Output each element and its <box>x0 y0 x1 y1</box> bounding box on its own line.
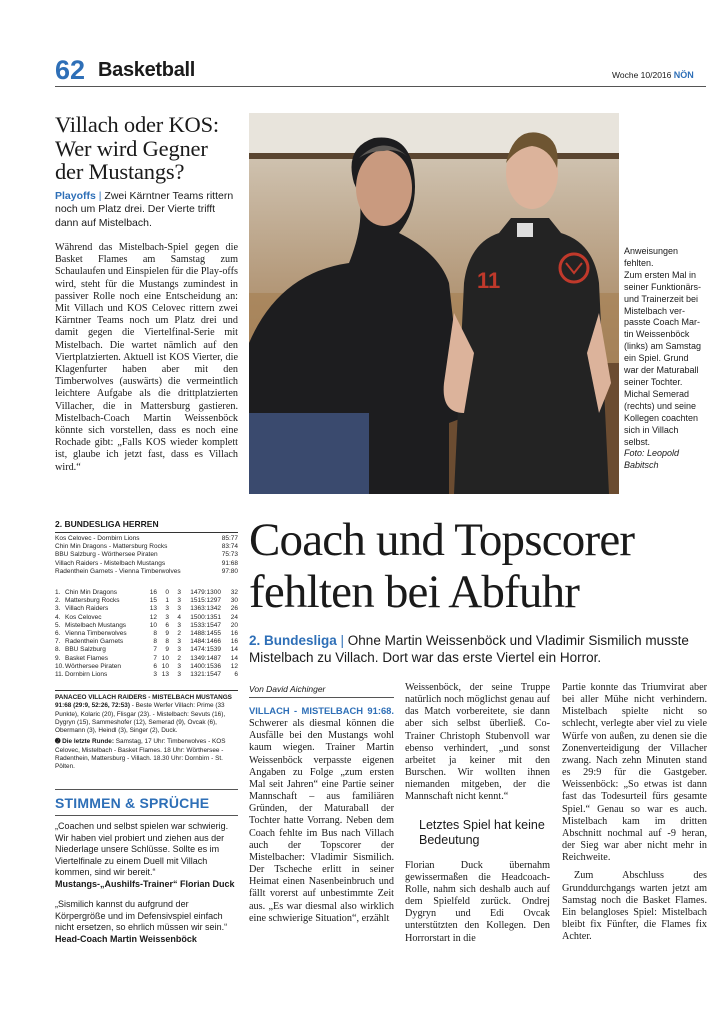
quote-2: „Sismilich kannst du aufgrund der Körpergröße und im Defensivspiel einfach nicht ersetzen, so ehrlich müssen wir sein.“ <box>55 899 228 932</box>
league-title: 2. BUNDESLIGA HERREN <box>55 519 159 529</box>
team: Dornbirn Lions <box>65 671 108 679</box>
jersey-brand <box>517 223 533 237</box>
quote-1: „Coachen und selbst spielen war schwierig. Wir haben viel probiert und ziehen aus der Niederlage unsere Schlüsse. Sollte es im Viertelfinale zu einem Duell mit Villach kommen, sind wir bereit.“ <box>55 821 229 877</box>
losses: 10 <box>161 654 169 662</box>
losses: 0 <box>165 589 169 596</box>
caption-line: Anweisungen <box>624 246 679 256</box>
main-intro-text: Ohne Martin Weissenböck und Vladimir Sismilich musste Mistelbach zu Villach. Dort war das erste Viertel ein Horror. <box>249 633 689 665</box>
points-diff: 1321:1547 <box>190 671 221 679</box>
page-number: 62 <box>55 55 86 85</box>
losses: 3 <box>165 613 169 621</box>
caption-line: Zum ersten Mal in <box>624 269 697 280</box>
quote-1-author: Mustangs-„Aushilfs-Trainer“ Florian Duck <box>55 878 235 889</box>
top-intro-text: Zwei Kärntner Teams rittern noch um Platz drei. Der Vierte trifft dann auf Mistelbach. <box>55 189 234 229</box>
rank: 6. <box>55 630 61 638</box>
standings-row <box>55 589 238 597</box>
main-headline-line-1: Coach und Topscorer <box>249 514 635 566</box>
standings-row <box>55 671 238 679</box>
table-points: 16 <box>230 638 238 646</box>
main-headline <box>249 514 719 618</box>
caption-line: passte Coach Mar- <box>624 317 701 328</box>
byline-rule <box>249 697 394 698</box>
result-match: BBU Salzburg - Wörthersee Piraten <box>55 551 158 559</box>
standings-row <box>55 630 238 638</box>
table-points: 14 <box>230 654 238 662</box>
top-intro <box>55 190 238 231</box>
wins: 8 <box>153 630 157 638</box>
table-points: 24 <box>230 613 238 621</box>
article-column-2 <box>405 682 550 945</box>
standings-row <box>55 614 238 622</box>
coach-head <box>356 150 412 226</box>
table-points: 16 <box>230 630 238 638</box>
caption-line: Michal Semerad <box>624 388 690 399</box>
losses: 3 <box>165 605 169 613</box>
wins: 12 <box>149 613 157 621</box>
points-diff: 1400:1536 <box>190 662 221 670</box>
games-left: 4 <box>177 613 181 621</box>
dateline: VILLACH - MISTELBACH 91:68. <box>249 705 394 716</box>
games-left: 2 <box>177 630 181 638</box>
result-match: Kos Celovec - Dornbirn Lions <box>55 535 140 542</box>
column-1-body: Schwerer als diesmal können die Ausfälle bei den Mustangs wohl kaum wiegen. Trainer Martin Weissenböck verpasste eigenen Angaben zu Folge „zum ersten Mal seit Jahren“ eine Partie seiner Mannschaft – aus familiären Gründen, der Maturaball der Tochter hatte Vorrang. Neben dem Coach fehlte im Bus nach Villach auch der Topscorer der Mistelbacher: Vladimir Sismilich. Der Tscheche erlitt in seiner Heimat einen Nasenbeinbruch und fällt vorerst auf unbestimmte Zeit aus. „Es war diesmal also wirklich eine schwierige Situation“, erzählt <box>249 718 394 924</box>
result-score: 97:80 <box>221 567 238 575</box>
standings-row <box>55 655 238 663</box>
caption-line: fehlten. <box>624 257 654 268</box>
points-diff: 1474:1539 <box>190 646 221 654</box>
games-left: 3 <box>177 605 181 613</box>
top-kicker: Playoffs <box>55 189 96 202</box>
result-match: Villach Raiders - Mistelbach Mustangs <box>55 559 166 567</box>
rank: 4. <box>55 613 61 621</box>
box-text: - Beste Werfer Villach: Prime (33 Punkte), Kolaric (20), Flisgar (23). - Mistelbach: Sevuts (16), Dygryn (15), Sammeshofer (12), Semerad (9), Ovcak (6), Obermann (3), Heindl (3), Singer (2), Duck. <box>55 702 226 735</box>
points-diff: 1363:1342 <box>190 605 221 613</box>
result-row <box>55 568 238 576</box>
wins: 15 <box>149 597 157 605</box>
losses: 6 <box>165 621 169 629</box>
result-score: 83:74 <box>221 543 238 551</box>
table-points: 32 <box>230 589 238 596</box>
result-score: 91:68 <box>221 559 238 567</box>
photo-illustration <box>249 113 619 494</box>
wins: 7 <box>153 654 157 662</box>
photo-caption <box>624 246 714 472</box>
caption-line: seiner Funktionärs- <box>624 281 702 292</box>
table-points: 6 <box>234 671 238 679</box>
box-quarters: 91:68 (29:9, 52:26, 72:53) <box>55 702 130 710</box>
rank: 7. <box>55 638 61 646</box>
caption-line: selbst. <box>624 436 651 447</box>
caption-line: und Trainerzeit bei <box>624 293 699 304</box>
wins: 3 <box>153 671 157 679</box>
wins: 8 <box>153 638 157 646</box>
caption-line: Kollegen coachten <box>624 412 699 423</box>
top-body: Während das Mistelbach-Spiel gegen die Basket Flames am Samstag zum Schaulaufen und Einspielen für die Play-offs wird, steht für die Mustangs zumindest in passiver Rolle noch eine Entscheidung an: Mit Villach und KOS Celovec rittern zwei Kärntner Teams noch um Platz drei und damit gegen die Viertelfinal-Serie mit Mistelbach. Die wartet nämlich auf den Viertplatzierten. Aktuell ist KOS Vierter, die Klagenfurter haben aber mit den Timberwolves (auswärts) die vermeintlich leichtere Aufgabe als die drittplatzierten Villacher, die in Mattersburg gastieren. Mistelbach-Coach Martin Weissenböck könnte sich vorstellen, dass es noch eine Rochade gibt: „Falls KOS wieder komplett ist, glaube ich jetzt fast, dass es Villach wird.“ <box>55 242 238 473</box>
rank: 10. <box>55 662 65 670</box>
games-left: 2 <box>177 654 181 662</box>
points-diff: 1515:1297 <box>190 597 221 605</box>
table-points: 14 <box>230 646 238 654</box>
team: Basket Flames <box>65 654 108 662</box>
brand-logo: NÖN <box>673 70 694 80</box>
points-diff: 1533:1547 <box>190 621 221 629</box>
top-article <box>55 113 238 474</box>
results-list <box>55 535 238 576</box>
header-rule <box>55 86 706 87</box>
result-row <box>55 543 238 551</box>
games-left: 3 <box>177 662 181 670</box>
losses: 9 <box>165 630 169 638</box>
caption-line: seiner Tochter. <box>624 376 683 387</box>
subheadline: Letztes Spiel hat keine Bedeutung <box>419 817 545 847</box>
info-icon: ➋ <box>55 738 63 746</box>
losses: 9 <box>165 646 169 654</box>
column-3-text: Partie konnte das Triumvirat aber bei aller Mühe nicht verhindern. Mistelbach spielte nicht so schlecht, verlegte aber viel zu viele Würfe von außen, zu denen sie die Zonenverteidigung der Villacher zwang. Nach zehn Minuten stand es 29:9 für die Gastgeber. Weissenböck: „So etwas ist dann fast das Todesurteil fürs gesamte Spiel.“ Genau so war es auch. Mistelbach kam im dritten Abschnitt nochmal auf -9 heran, der Sieg war aber nicht mehr in Reichweite. <box>562 682 707 864</box>
column-2-text-b: Florian Duck übernahm gewissermaßen die Headcoach-Rolle, nahm sich deshalb auch auf dem Spielfeld zurück. Ondrej Dygryn und Edi Ovcak unterstützten den Kollegen. Den Horrorstart in die <box>405 859 550 944</box>
result-row <box>55 551 238 559</box>
standings-row <box>55 597 238 605</box>
caption-line: sich in Villach <box>624 424 679 435</box>
team: Chin Min Dragons <box>65 589 118 596</box>
standings-row <box>55 622 238 630</box>
next-round <box>55 738 238 771</box>
caption-line: (rechts) und seine <box>624 400 697 411</box>
standings-table <box>55 589 238 679</box>
wins: 13 <box>149 605 157 613</box>
box-score <box>55 694 238 772</box>
points-diff: 1479:1300 <box>190 589 221 596</box>
games-left: 3 <box>177 638 181 646</box>
team: Mattersburg Rocks <box>65 597 120 605</box>
wins: 7 <box>153 646 157 654</box>
quotes-rule-top <box>55 789 238 790</box>
quote-2-author: Head-Coach Martin Weissenböck <box>55 933 197 944</box>
rank: 8. <box>55 646 61 654</box>
standings-row <box>55 605 238 613</box>
rank: 9. <box>55 654 61 662</box>
caption-line: war der Maturaball <box>624 365 699 376</box>
jersey-number: 11 <box>477 268 501 293</box>
column-2-text: Weissenböck, der seine Truppe natürlich noch möglichst genau auf das Match vorbereitete, sie dann aber sich selbst überließ. Co-Trainer Christoph Stubenvoll war ebenso verhindert, „und sonst arbeitet ja keiner mit den Burschen. Wir wollten ihnen niemanden mitgeben, der die Mannschaft nicht kennt.“ <box>405 682 550 803</box>
result-score: 85:77 <box>221 535 238 542</box>
ceiling-lights <box>249 113 619 153</box>
rank: 2. <box>55 597 61 605</box>
team: BBU Salzburg <box>65 646 106 654</box>
caption-line: tin Weissenböck <box>624 329 690 340</box>
next-round-label: Die letzte Runde: <box>62 738 114 746</box>
main-intro <box>249 632 709 666</box>
photo-credit: Foto: Leopold <box>624 448 680 459</box>
games-left: 3 <box>177 589 181 596</box>
team: Wörthersee Piraten <box>65 662 121 670</box>
next-round-text: Samstag, 17 Uhr: Timberwolves - KOS Celovec, Mistelbach - Basket Flames. 18 Uhr: Wörthersee - Radenthein, Mattersburg - Villach. 18.30 Uhr: Dornbirn - St. Pölten. <box>55 738 226 771</box>
top-headline: Villach oder KOS: Wer wird Gegner der Mustangs? <box>55 112 219 184</box>
result-match: Radenthein Garnets - Vienna Timberwolves <box>55 567 181 575</box>
main-kicker: 2. Bundesliga <box>249 633 337 648</box>
points-diff: 1484:1466 <box>190 638 221 646</box>
quotes-title: STIMMEN & SPRÜCHE <box>55 795 210 811</box>
games-left: 3 <box>177 646 181 654</box>
standings-row <box>55 638 238 646</box>
box-title: PANACEO VILLACH RAIDERS - MISTELBACH MUSTANGS <box>55 694 232 701</box>
table-points: 30 <box>230 597 238 605</box>
quotes-box <box>55 821 238 945</box>
main-headline-line-2: fehlten bei Abfuhr <box>249 566 580 618</box>
wins: 6 <box>153 662 157 670</box>
league-rule <box>55 532 238 533</box>
column-1-text <box>249 705 394 925</box>
losses: 1 <box>165 597 169 605</box>
team: Villach Raiders <box>65 605 109 613</box>
standings-row <box>55 646 238 654</box>
article-column-3 <box>562 682 707 943</box>
team: Radenthein Garnets <box>65 638 124 646</box>
result-row <box>55 560 238 568</box>
box-details <box>55 702 238 735</box>
losses: 13 <box>161 671 169 679</box>
points-diff: 1488:1455 <box>190 630 221 638</box>
standings-row <box>55 663 238 671</box>
table-rule <box>55 690 238 691</box>
team: Mistelbach Mustangs <box>65 621 127 629</box>
caption-line: Mistelbach ver- <box>624 305 686 316</box>
caption-line: ein Spiel. Grund <box>624 353 689 364</box>
photo-credit: Babitsch <box>624 460 659 471</box>
column-3-text-b: Zum Abschluss des Grunddurchgangs warten jetzt am Samstag noch die Basket Flames. Ein belangloses Spiel: Mistelbach bleibt fix Fünfter, die Flames fix Achter. <box>562 870 707 943</box>
issue-label <box>612 70 694 80</box>
rank: 11. <box>55 671 64 679</box>
rank: 5. <box>55 621 61 629</box>
byline: Von David Aichinger <box>249 684 326 694</box>
team: Kos Celovec <box>65 613 102 621</box>
points-diff: 1349:1487 <box>190 654 221 662</box>
result-score: 75:73 <box>221 551 238 559</box>
kicker-divider: | <box>95 189 105 202</box>
team: Vienna Timberwolves <box>65 630 127 638</box>
result-match: Chin Min Dragons - Mattersburg Rocks <box>55 543 168 551</box>
coach-jeans <box>249 413 369 494</box>
games-left: 3 <box>177 621 181 629</box>
section-title: Basketball <box>98 59 196 81</box>
wins: 16 <box>149 589 157 596</box>
losses: 10 <box>161 662 169 670</box>
rank: 3. <box>55 605 61 613</box>
article-photo <box>249 113 619 494</box>
main-kicker-divider: | <box>336 633 348 648</box>
article-column-1 <box>249 705 394 925</box>
quotes-rule <box>55 815 238 816</box>
rank: 1. <box>55 589 61 596</box>
games-left: 3 <box>177 671 181 679</box>
issue-week: Woche 10/2016 <box>612 70 672 80</box>
table-points: 26 <box>230 605 238 613</box>
result-row <box>55 535 238 543</box>
caption-line: (links) am Samstag <box>624 341 702 352</box>
table-points: 12 <box>230 662 238 670</box>
wins: 10 <box>149 621 157 629</box>
games-left: 3 <box>177 597 181 605</box>
points-diff: 1500:1351 <box>190 613 221 621</box>
losses: 8 <box>165 638 169 646</box>
table-points: 20 <box>230 621 238 629</box>
